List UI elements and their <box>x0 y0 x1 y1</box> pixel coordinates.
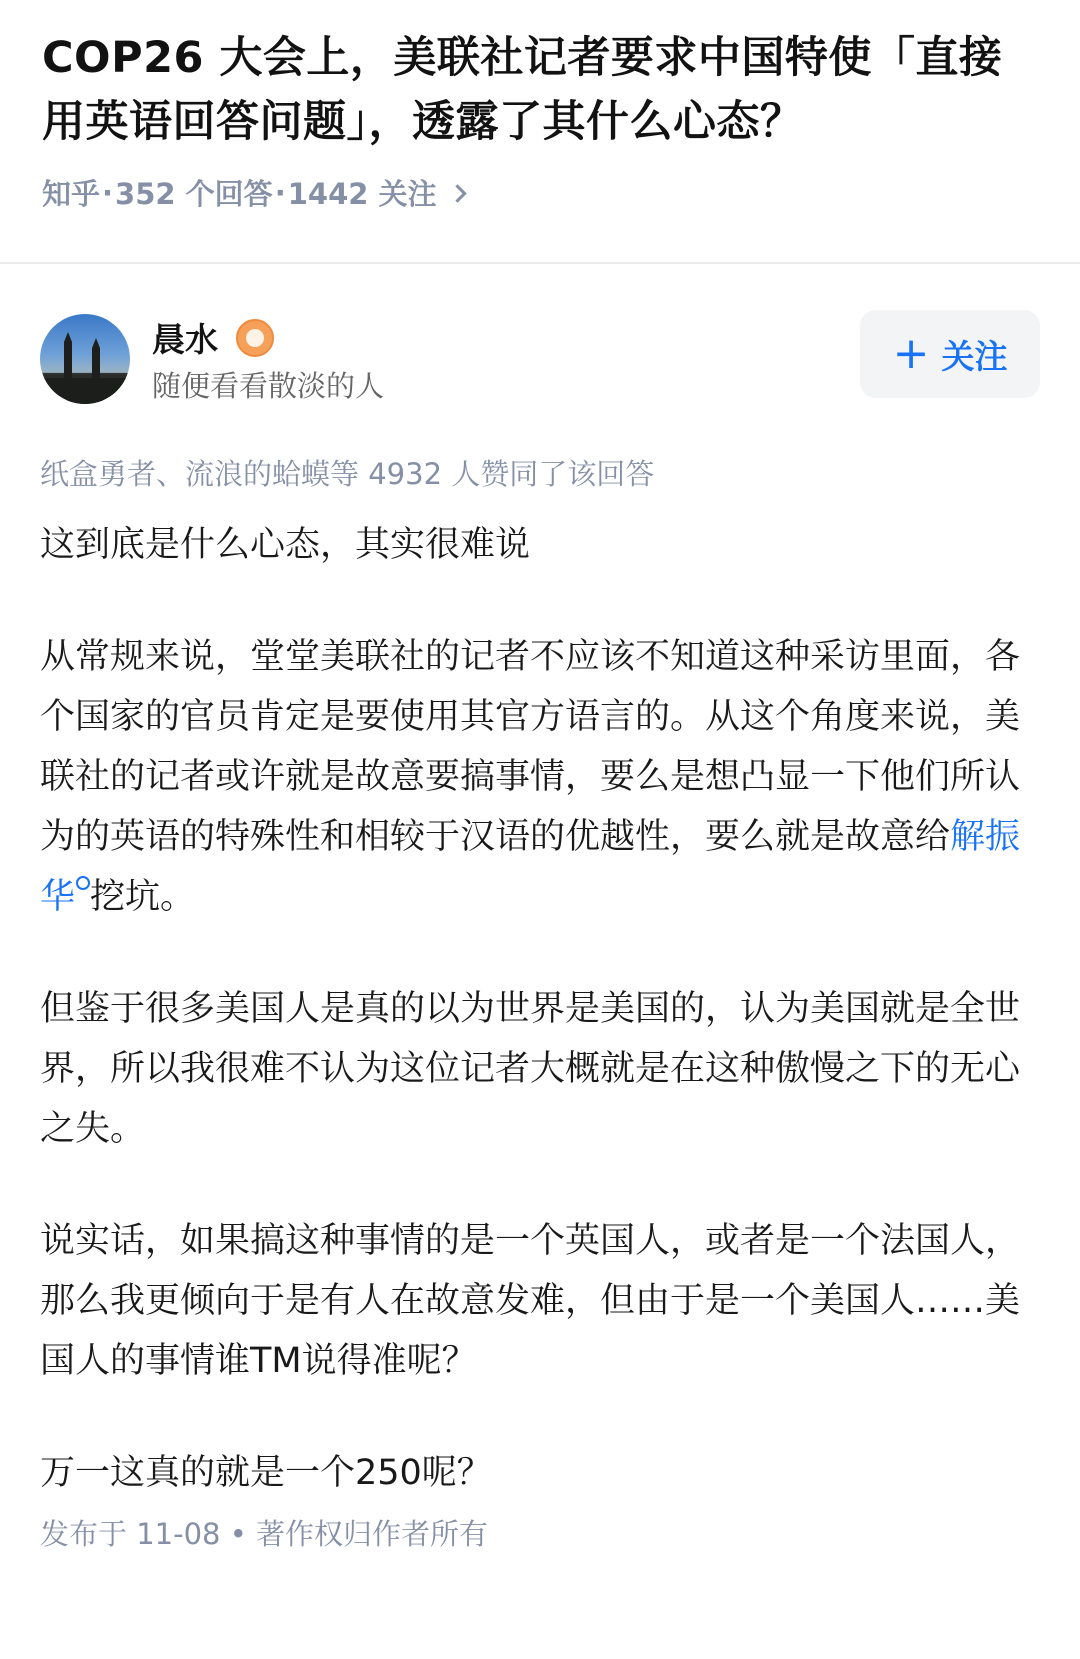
author-card <box>0 264 1080 414</box>
author-bio: 随便看看散淡的人 <box>152 369 385 403</box>
follow-label: 关注 <box>941 336 1008 376</box>
footer-separator: • <box>229 1517 257 1551</box>
plus-icon: + <box>892 328 930 379</box>
avatar-ground-shape <box>40 378 130 404</box>
search-icon <box>76 876 90 890</box>
avatar-tower-shape <box>64 342 72 382</box>
question-header <box>0 0 1080 232</box>
user-badge-icon <box>236 319 274 357</box>
paragraph: 说实话，如果搞这种事情的是一个英国人，或者是一个法国人，那么我更倾向于是有人在故意发难，但由于是一个美国人……美国人的事情谁TM说得准呢？ <box>40 1221 1021 1381</box>
meta-separator: · <box>102 175 114 210</box>
copyright-notice: 著作权归作者所有 <box>256 1517 489 1551</box>
meta-separator: · <box>274 175 286 210</box>
follow-button[interactable] <box>860 310 1040 398</box>
paragraph: 但鉴于很多美国人是真的以为世界是美国的，认为美国就是全世界，所以我很难不认为这位记者大概就是在这种傲慢之下的无心之失。 <box>40 989 1021 1149</box>
answer-content <box>0 515 1080 1503</box>
author-name-text: 晨水 <box>152 320 218 359</box>
answer-footer <box>40 1512 488 1553</box>
avatar-tower-shape <box>92 348 100 382</box>
search-link-text: 解振华 <box>40 817 1021 917</box>
paragraph: 这到底是什么心态，其实很难说 <box>40 525 531 565</box>
paragraph: 万一这真的就是一个250呢？ <box>40 1453 492 1493</box>
source-label: 知乎 <box>42 177 101 211</box>
question-meta[interactable] <box>42 172 1038 213</box>
chevron-right-icon[interactable] <box>448 184 466 202</box>
question-title[interactable]: COP26 大会上，美联社记者要求中国特使「直接用英语回答问题」，透露了其什么心态？ <box>42 33 1003 147</box>
paragraph-text: 从常规来说，堂堂美联社的记者不应该不知道这种采访里面，各个国家的官员肯定是要使用其官方语言的。从这个角度来说，美联社的记者或许就是故意要搞事情，要么是想凸显一下他们所认为的英语的特殊性和相较于汉语的优越性，要么就是故意给 <box>40 637 1021 857</box>
answer-count: 352 个回答 <box>115 177 273 211</box>
paragraph <box>40 627 1040 927</box>
voters-summary[interactable]: 纸盒勇者、流浪的蛤蟆等 4932 人赞同了该回答 <box>40 457 655 491</box>
follower-count: 1442 关注 <box>287 177 437 211</box>
avatar[interactable] <box>40 314 130 404</box>
author-name[interactable] <box>152 314 274 361</box>
publish-date: 发布于 11-08 <box>40 1517 221 1551</box>
paragraph-text: 挖坑。 <box>90 877 196 917</box>
